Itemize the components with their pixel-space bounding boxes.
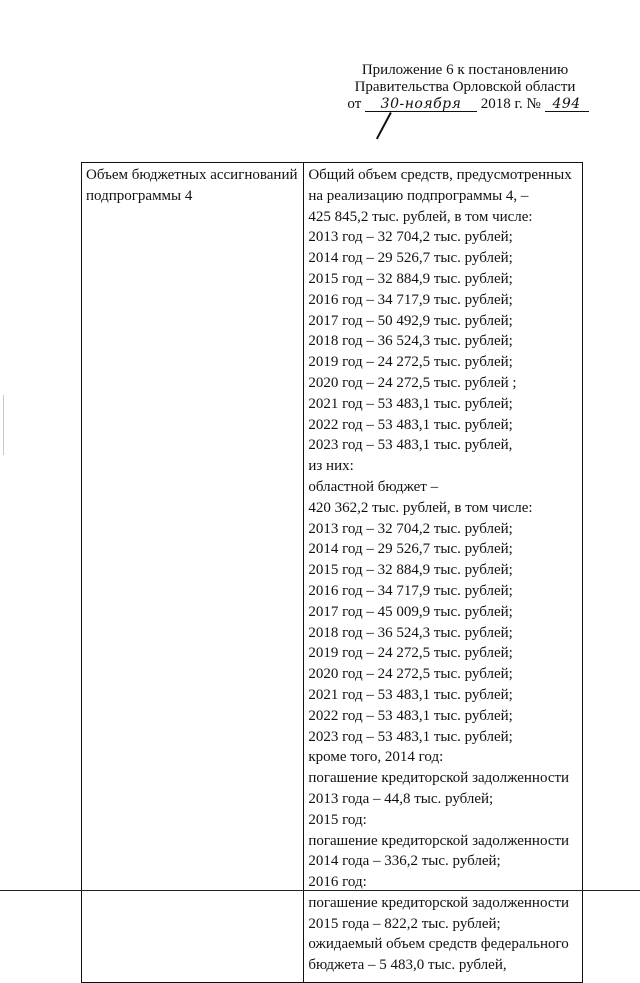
budget-label: Объем бюджетных ассигнований подпрограммы 4 [86, 167, 298, 204]
handwritten-date: 30-ноября [365, 97, 477, 112]
content-line: 2021 год – 53 483,1 тыс. рублей; [308, 686, 513, 703]
header-line-government: Правительства Орловской области [354, 79, 576, 95]
content-line: бюджета – 5 483,0 тыс. рублей, [308, 957, 507, 974]
content-line: 2022 год – 53 483,1 тыс. рублей; [308, 416, 513, 433]
table-row [82, 163, 583, 983]
content-line: 2013 год – 32 704,2 тыс. рублей; [308, 229, 513, 246]
content-line: 2019 год – 24 272,5 тыс. рублей; [308, 354, 513, 371]
content-line: 2023 год – 53 483,1 тыс. рублей, [308, 437, 513, 454]
content-line: 2016 год – 34 717,9 тыс. рублей; [308, 582, 513, 599]
appendix-header [335, 62, 595, 113]
page-bottom-rule [0, 890, 640, 891]
date-prefix: от [347, 96, 362, 112]
content-line: Общий объем средств, предусмотренных [308, 167, 572, 183]
content-line: погашение кредиторской задолженности [308, 832, 570, 849]
content-line: 2023 год – 53 483,1 тыс. рублей; [308, 728, 513, 745]
content-line: 2019 год – 24 272,5 тыс. рублей; [308, 645, 513, 662]
content-line: 2017 год – 45 009,9 тыс. рублей; [308, 603, 513, 620]
content-line: 2015 год – 32 884,9 тыс. рублей; [308, 270, 513, 287]
content-line: 2014 год – 29 526,7 тыс. рублей; [308, 541, 513, 558]
table-cell-content [304, 163, 583, 983]
header-line-appendix: Приложение 6 к постановлению [361, 62, 569, 78]
scan-edge-mark [3, 395, 4, 455]
content-line: 2016 год – 34 717,9 тыс. рублей; [308, 291, 513, 308]
content-line: 2015 год – 32 884,9 тыс. рублей; [308, 562, 513, 579]
handwritten-stroke [376, 112, 392, 139]
content-line: 2014 год – 29 526,7 тыс. рублей; [308, 250, 513, 267]
content-line: 2020 год – 24 272,5 тыс. рублей; [308, 666, 513, 683]
content-line: 2016 год: [308, 874, 367, 891]
header-date-line [341, 96, 588, 112]
content-line: 2014 года – 336,2 тыс. рублей; [308, 853, 501, 870]
content-line: кроме того, 2014 год: [308, 749, 444, 766]
content-line: 2022 год – 53 483,1 тыс. рублей; [308, 707, 513, 724]
content-line: 2020 год – 24 272,5 тыс. рублей ; [308, 374, 517, 391]
content-line: областной бюджет – [308, 478, 439, 495]
content-line: 420 362,2 тыс. рублей, в том числе: [308, 499, 533, 516]
content-line: из них: [308, 458, 354, 475]
content-line: 2018 год – 36 524,3 тыс. рублей; [308, 624, 513, 641]
year-number-label: 2018 г. № [480, 96, 541, 112]
content-line: 2015 года – 822,2 тыс. рублей; [308, 915, 501, 932]
content-line: 2018 год – 36 524,3 тыс. рублей; [308, 333, 513, 350]
handwritten-number: 494 [545, 97, 589, 112]
content-line: на реализацию подпрограммы 4, – [308, 187, 529, 204]
content-line: 2015 год: [308, 811, 367, 828]
budget-table [81, 162, 583, 983]
content-line: погашение кредиторской задолженности [308, 770, 570, 787]
content-line: ожидаемый объем средств федерального [308, 936, 569, 953]
content-line: 2017 год – 50 492,9 тыс. рублей; [308, 312, 513, 329]
content-line: погашение кредиторской задолженности [308, 894, 570, 911]
content-line: 425 845,2 тыс. рублей, в том числе: [308, 208, 533, 225]
content-line: 2013 год – 32 704,2 тыс. рублей; [308, 520, 513, 537]
table-cell-label [82, 163, 304, 983]
content-line: 2013 года – 44,8 тыс. рублей; [308, 790, 494, 807]
content-line: 2021 год – 53 483,1 тыс. рублей; [308, 395, 513, 412]
